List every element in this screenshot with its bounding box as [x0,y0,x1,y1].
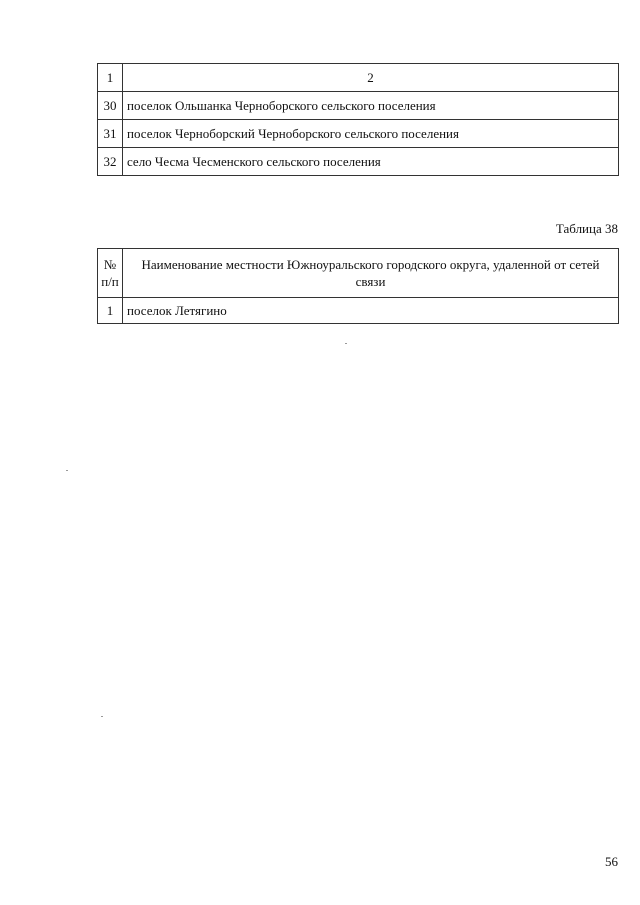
scan-speck [345,343,347,344]
header-cell-name: 2 [123,64,619,92]
row-number: 1 [98,298,123,324]
table-header-row [98,249,619,298]
table-row [98,120,619,148]
page-number: 56 [605,854,618,869]
row-number: 32 [98,148,123,176]
header-cell-number: № п/п [98,249,123,298]
scan-speck [101,716,103,717]
row-number: 31 [98,120,123,148]
row-name: поселок Летягино [123,298,619,324]
header-cell-number: 1 [98,64,123,92]
table-38 [97,248,619,324]
row-name: село Чесма Чесменского сельского поселения [123,148,619,176]
table-row [98,92,619,120]
settlements-table-continued [97,63,619,176]
row-name: поселок Ольшанка Черноборского сельского поселения [123,92,619,120]
scan-speck [66,470,68,471]
header-cell-title: Наименование местности Южноуральского городского округа, удаленной от сетей связи [123,249,619,298]
row-name: поселок Черноборский Черноборского сельского поселения [123,120,619,148]
table-caption: Таблица 38 [555,221,618,236]
table-header-row [98,64,619,92]
table-row [98,298,619,324]
table-row [98,148,619,176]
row-number: 30 [98,92,123,120]
